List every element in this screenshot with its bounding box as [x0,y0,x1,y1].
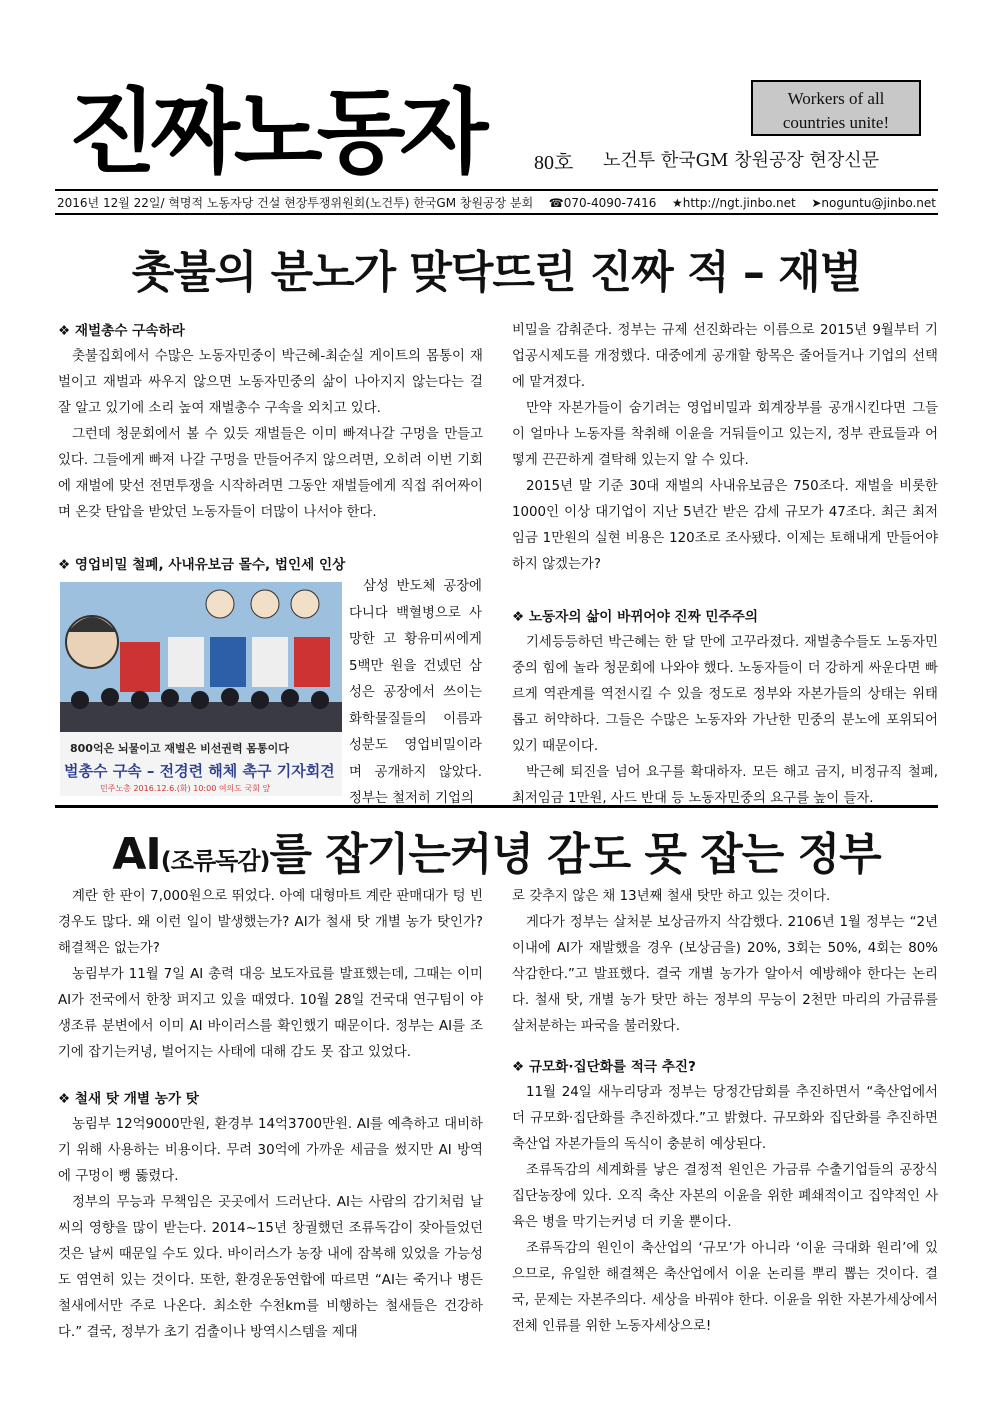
paragraph: 삼성 반도체 공장에 다니다 백혈병으로 사망한 고 황유미씨에게 5백만 원을 건넸던 삼성은 공장에서 쓰이는 화학물질들의 이름과 성분도 영업비밀이라며 공개하지 않았다. 정부는 철저히 기업의 [349,579,482,806]
article1-wrap-text [349,574,482,813]
paragraph: 기세등등하던 박근혜는 한 달 만에 고꾸라졌다. 재벌총수들도 노동자민중의 힘에 놀라 청문회에 나와야 했다. 노동자들이 더 강하게 싸운다면 빠르게 역관계를 역전시킬 수 있을 정도로 정부와 자본가들의 상태는 위태롭고 허약하다. 그들은 수많은 노동자와 가난한 민중의 분노에 포위되어 있기 때문이다. [512,635,938,754]
photo-caption: 민주노총 2016.12.6.(화) 10:00 여의도 국회 앞 [100,784,271,793]
issue-subtitle: 노건투 한국GM 창원공장 현장신문 [603,150,880,171]
article1-left-column [58,318,483,578]
photo-banner-text-2: 벌총수 구속 – 전경련 해체 촉구 기자회견 [64,762,335,780]
section-heading: ❖ 영업비밀 철폐, 사내유보금 몰수, 법인세 인상 [58,557,346,573]
article2-headline [55,818,938,882]
section-heading: ❖ 규모화·집단화를 적극 추진? [512,1059,696,1075]
paragraph: 정부의 무능과 무책임은 곳곳에서 드러난다. AI는 사람의 감기처럼 날씨의 영향을 많이 받는다. 2014~15년 창궐했던 조류독감이 잦아들었던 것은 날씨 때문일 수도 있다. 바이러스가 농장 내에 잠복해 있었을 가능성도 염연히 있는 것이다. 또한, 환경운동연합에 따르면 “AI는 죽거나 병든 철새에서만 주로 나온다. 최소한 수천km를 비행하는 철새들은 건강하다.” 결국, 정부가 초기 검출이나 방역시스템을 제대 [58,1195,483,1340]
paragraph: 만약 자본가들이 숨기려는 영업비밀과 회계장부를 공개시킨다면 그들이 얼마나 노동자를 착취해 이윤을 거둬들이고 있는지, 정부 관료들과 어떻게 끈끈하게 결탁해 있는지 알 수 있다. [512,401,938,468]
info-bar [55,189,938,215]
photo-banner-text-1: 800억은 뇌물이고 재벌은 비선권력 몸통이다 [70,742,289,755]
article2-right-column [512,884,938,1340]
headline-part: AI [112,829,161,880]
section-heading: ❖ 노동자의 삶이 바뀌어야 진짜 민주주의 [512,609,758,625]
slogan-line-1: Workers of all [787,89,885,108]
protest-photo [60,582,342,796]
date-org: 2016년 12월 22일/ 혁명적 노동자당 건설 현장투쟁위원회(노건투) 한국GM 창원공장 분회 [57,196,534,210]
article1-headline: 촛불의 분노가 맞닥뜨린 진짜 적 – 재벌 [131,247,862,298]
paragraph: 농림부가 11월 7일 AI 총력 대응 보도자료를 발표했는데, 그때는 이미 AI가 전국에서 한창 퍼지고 있을 때였다. 10월 28일 건국대 연구팀이 야생조류 분변에서 이미 AI 바이러스를 확인했기 때문이다. 정부는 AI를 조기에 잡기는커녕, 벌어지는 사태에 대해 감도 못 잡고 있었다. [58,967,483,1060]
paragraph: 비밀을 감춰준다. 정부는 규제 선진화라는 이름으로 2015년 9월부터 기업공시제도를 개정했다. 대중에게 공개할 항목은 줄어들거나 기업의 선택에 맡겨졌다. [512,323,938,390]
issue-number: 80호 [534,152,574,174]
headline-part: 를 잡기는커녕 감도 못 잡는 정부 [269,829,881,880]
paragraph: 11월 24일 새누리당과 정부는 당정간담회를 추진하면서 “축산업에서 더 규모화·집단화를 추진하겠다.”고 밝혔다. 규모화와 집단화를 추진하면 축산업 자본가들의 독식이 충분히 예상된다. [512,1085,938,1152]
paragraph: 촛불집회에서 수많은 노동자민중이 박근혜-최순실 게이트의 몸통이 재벌이고 재벌과 싸우지 않으면 노동자민중의 삶이 나아지지 않는다는 걸 잘 알고 있기에 소리 높여 재벌총수 구속을 외치고 있다. [58,349,483,416]
paragraph: 그런데 청문회에서 볼 수 있듯 재벌들은 이미 빠져나갈 구멍을 만들고 있다. 그들에게 빠져 나갈 구멍을 만들어주지 않으려면, 오히려 이번 기회에 재벌에 맞선 전면투쟁을 시작하려면 그동안 재벌들에게 직접 쥐어짜이며 온갖 탄압을 받았던 노동자들이 더많이 나서야 한다. [58,427,483,520]
paragraph: 로 갖추지 않은 채 13년째 철새 탓만 하고 있는 것이다. [512,889,831,904]
paragraph: 조류독감의 세계화를 낳은 결정적 원인은 가금류 수출기업들의 공장식 집단농장에 있다. 오직 축산 자본의 이윤을 위한 폐쇄적이고 집약적인 사육은 병을 막기는커녕 더 키울 뿐이다. [512,1163,938,1230]
protest-photo-illustration [60,582,342,796]
website-link[interactable]: ★http://ngt.jinbo.net [671,196,796,210]
section-heading: ❖ 재벌총수 구속하라 [58,323,185,339]
headline-part: (조류독감) [160,847,270,875]
newspaper-title: 진짜노동자 [68,79,483,186]
paragraph: 게다가 정부는 살처분 보상금까지 삭감했다. 2106년 1월 정부는 “2년 이내에 AI가 재발했을 경우 (보상금을) 20%, 3회는 50%, 4회는 80% 삭감한다.”고 발표했다. 결국 개별 농가가 알아서 예방해야 한다는 논리다. 철새 탓, 개별 농가 탓만 하는 정부의 무능이 2천만 마리의 가금류를 살처분하는 파국을 불러왔다. [512,915,938,1034]
slogan-line-2: countries unite! [782,113,890,132]
article2-left-column [58,884,483,1346]
slogan-box [751,80,921,136]
paragraph: 2015년 말 기준 30대 재벌의 사내유보금은 750조다. 재벌을 비롯한 1000인 이상 대기업이 지난 5년간 받은 감세 규모가 47조다. 최근 최저임금 1만원의 실현 비용은 120조로 조사됐다. 이제는 토해내게 만들어야 하지 않겠는가? [512,479,938,572]
email-link[interactable]: ➤noguntu@jinbo.net [811,196,936,210]
section-heading: ❖ 철새 탓 개별 농가 탓 [58,1091,199,1107]
phone: ☎070-4090-7416 [548,196,657,210]
paragraph: 박근혜 퇴진을 넘어 요구를 확대하자. 모든 해고 금지, 비정규직 철폐, 최저임금 1만원, 사드 반대 등 노동자민중의 요구를 높이 들자. [512,765,938,806]
paragraph: 조류독감의 원인이 축산업의 ‘규모’가 아니라 ‘이윤 극대화 원리’에 있으므로, 유일한 해결책은 축산업에서 이윤 논리를 뿌리 뽑는 것이다. 결국, 문제는 자본주의다. 세상을 바꿔야 한다. 이윤을 위한 자본가세상에서 전체 인류를 위한 노동자세상으로! [512,1241,938,1334]
paragraph: 농림부 12억9000만원, 환경부 14억3700만원. AI를 예측하고 대비하기 위해 사용하는 비용이다. 무려 30억에 가까운 세금을 썼지만 AI 방역에 구멍이 뻥 뚫렸다. [58,1117,483,1184]
section-divider [55,805,938,808]
paragraph: 계란 한 판이 7,000원으로 뛰었다. 아예 대형마트 계란 판매대가 텅 빈 경우도 많다. 왜 이런 일이 발생했는가? AI가 철새 탓 개별 농가 탓인가? 해결책은 없는가? [58,889,483,956]
article1-right-column [512,318,938,812]
